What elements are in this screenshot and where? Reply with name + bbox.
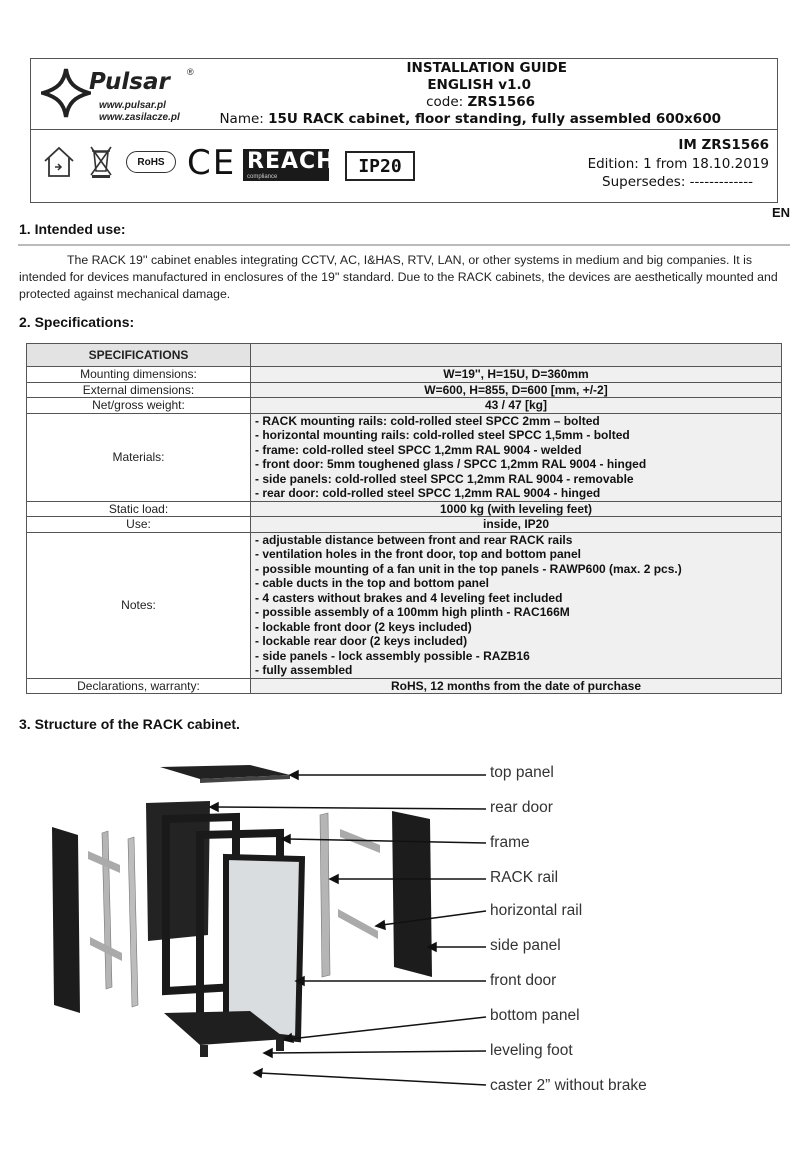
caster-shape-2 [276, 1039, 284, 1051]
label-frame: frame [490, 834, 530, 851]
name-label: Name: [219, 111, 264, 127]
row-value: 1000 kg (with leveling feet) [251, 501, 782, 517]
table-header-cell: SPECIFICATIONS [27, 344, 251, 367]
notes-line: - fully assembled [255, 663, 353, 677]
table-header-row [27, 344, 782, 367]
row-value: 43 / 47 [kg] [251, 398, 782, 414]
table-row [27, 413, 782, 501]
doc-language-version: ENGLISH v1.0 [427, 77, 531, 93]
notes-line: - cable ducts in the top and bottom panel [255, 576, 490, 590]
name-value: 15U RACK cabinet, floor standing, fully assembled 600x600 [268, 111, 721, 127]
ce-mark: CE [187, 143, 237, 183]
reach-logo [243, 149, 336, 181]
row-value: W=19'', H=15U, D=360mm [251, 367, 782, 383]
notes-line: - side panels - lock assembly possible - RAZB16 [255, 648, 530, 663]
row-label: Materials: [27, 413, 251, 501]
row-label: Mounting dimensions: [27, 367, 251, 383]
materials-line: - frame: cold-rolled steel SPCC 1,2mm RAL 9004 - welded [255, 442, 582, 457]
doc-code [426, 94, 535, 110]
table-row [27, 398, 782, 414]
logo-brand: Pulsar [89, 69, 170, 95]
table-row [27, 532, 782, 678]
header-divider [31, 129, 777, 130]
section-rule [18, 244, 790, 246]
im-code: IM ZRS1566 [678, 137, 769, 153]
logo-url-2: www.zasilacze.pl [99, 112, 180, 123]
left-rack-rail-shape [102, 831, 112, 989]
row-value-notes [251, 532, 782, 678]
notes-line: - 4 casters without brakes and 4 leveling feet included [255, 590, 563, 605]
label-horizontal-rail: horizontal rail [490, 902, 583, 919]
logo-registered: ® [187, 67, 194, 77]
ip-rating-badge: IP20 [345, 151, 415, 181]
right-side-panel-shape [392, 811, 432, 977]
notes-line: - possible assembly of a 100mm high plinth - RAC166M [255, 605, 570, 619]
row-label: Declarations, warranty: [27, 678, 251, 694]
materials-line: - front door: 5mm toughened glass / SPCC 1,2mm RAL 9004 - hinged [255, 457, 647, 471]
language-code: EN [771, 205, 790, 220]
table-row [27, 367, 782, 383]
cabinet-exploded-diagram [40, 755, 780, 1105]
doc-title: INSTALLATION GUIDE [406, 60, 567, 76]
row-value-materials [251, 413, 782, 501]
label-side-panel: side panel [490, 937, 561, 954]
logo-url-1: www.pulsar.pl [99, 100, 166, 111]
left-side-panel-shape [52, 827, 80, 1013]
row-label: Net/gross weight: [27, 398, 251, 414]
rohs-badge: RoHS [126, 151, 176, 173]
cabinet-drawing [40, 755, 780, 1105]
materials-line: - RACK mounting rails: cold-rolled steel SPCC 2mm – bolted [255, 413, 600, 428]
row-label: Use: [27, 517, 251, 533]
notes-line: - lockable front door (2 keys included) [255, 619, 472, 634]
pulsar-star-icon [41, 67, 91, 119]
label-rear-door: rear door [490, 799, 553, 816]
doc-name [219, 111, 721, 127]
intended-use-text: The RACK 19'' cabinet enables integrating CCTV, AC, I&HAS, RTV, LAN, or other systems in medium and big companies. It is intended for devices manufactured in enclosures of the 19'' standard. Due to the RACK cabinets, the devices are aesthetically mounted and protected against mechanical damage. [19, 253, 778, 301]
document-header [30, 58, 778, 203]
pulsar-logo [41, 65, 201, 123]
materials-line: - rear door: cold-rolled steel SPCC 1,2mm RAL 9004 - hinged [255, 486, 601, 500]
table-row [27, 678, 782, 694]
row-value: inside, IP20 [251, 517, 782, 533]
materials-line: - side panels: cold-rolled steel SPCC 1,2mm RAL 9004 - removable [255, 471, 634, 486]
label-caster: caster 2” without brake [490, 1077, 647, 1094]
label-top-panel: top panel [490, 764, 554, 781]
notes-line: - lockable rear door (2 keys included) [255, 634, 468, 648]
notes-line: - adjustable distance between front and rear RACK rails [255, 532, 573, 547]
row-label: Static load: [27, 501, 251, 517]
label-bottom-panel: bottom panel [490, 1007, 580, 1024]
edition: Edition: 1 from 18.10.2019 [587, 156, 769, 172]
intended-use-paragraph [19, 252, 779, 303]
notes-line: - ventilation holes in the front door, top and bottom panel [255, 547, 581, 561]
specifications-table [26, 343, 782, 694]
table-row [27, 382, 782, 398]
left-rack-rail-shape-2 [128, 837, 138, 1007]
indoor-house-icon [41, 145, 77, 179]
materials-line: - horizontal mounting rails: cold-rolled steel SPCC 1,5mm - bolted [255, 428, 630, 442]
label-leveling-foot: leveling foot [490, 1042, 573, 1059]
table-row [27, 501, 782, 517]
label-rack-rail: RACK rail [490, 869, 559, 886]
supersedes: Supersedes: ------------- [602, 174, 753, 190]
table-header-blank [251, 344, 782, 367]
section-title-intended-use: 1. Intended use: [19, 221, 126, 237]
code-label: code: [426, 94, 464, 110]
right-rack-rail-shape [320, 813, 330, 977]
weee-bin-icon [89, 145, 113, 179]
section-title-structure: 3. Structure of the RACK cabinet. [19, 716, 240, 732]
caster-shape-1 [200, 1045, 208, 1057]
row-value: W=600, H=855, D=600 [mm, +/-2] [251, 382, 782, 398]
code-value: ZRS1566 [467, 94, 535, 110]
reach-subtitle: compliance [247, 174, 278, 180]
notes-line: - possible mounting of a fan unit in the top panels - RAWP600 (max. 2 pcs.) [255, 561, 682, 576]
right-horizontal-rail-shape-2 [338, 909, 378, 939]
table-row [27, 517, 782, 533]
reach-word: REACH [247, 149, 336, 174]
row-label: Notes: [27, 532, 251, 678]
row-label: External dimensions: [27, 382, 251, 398]
row-value: RoHS, 12 months from the date of purchase [251, 678, 782, 694]
section-title-specifications: 2. Specifications: [19, 314, 135, 330]
label-front-door: front door [490, 972, 557, 989]
